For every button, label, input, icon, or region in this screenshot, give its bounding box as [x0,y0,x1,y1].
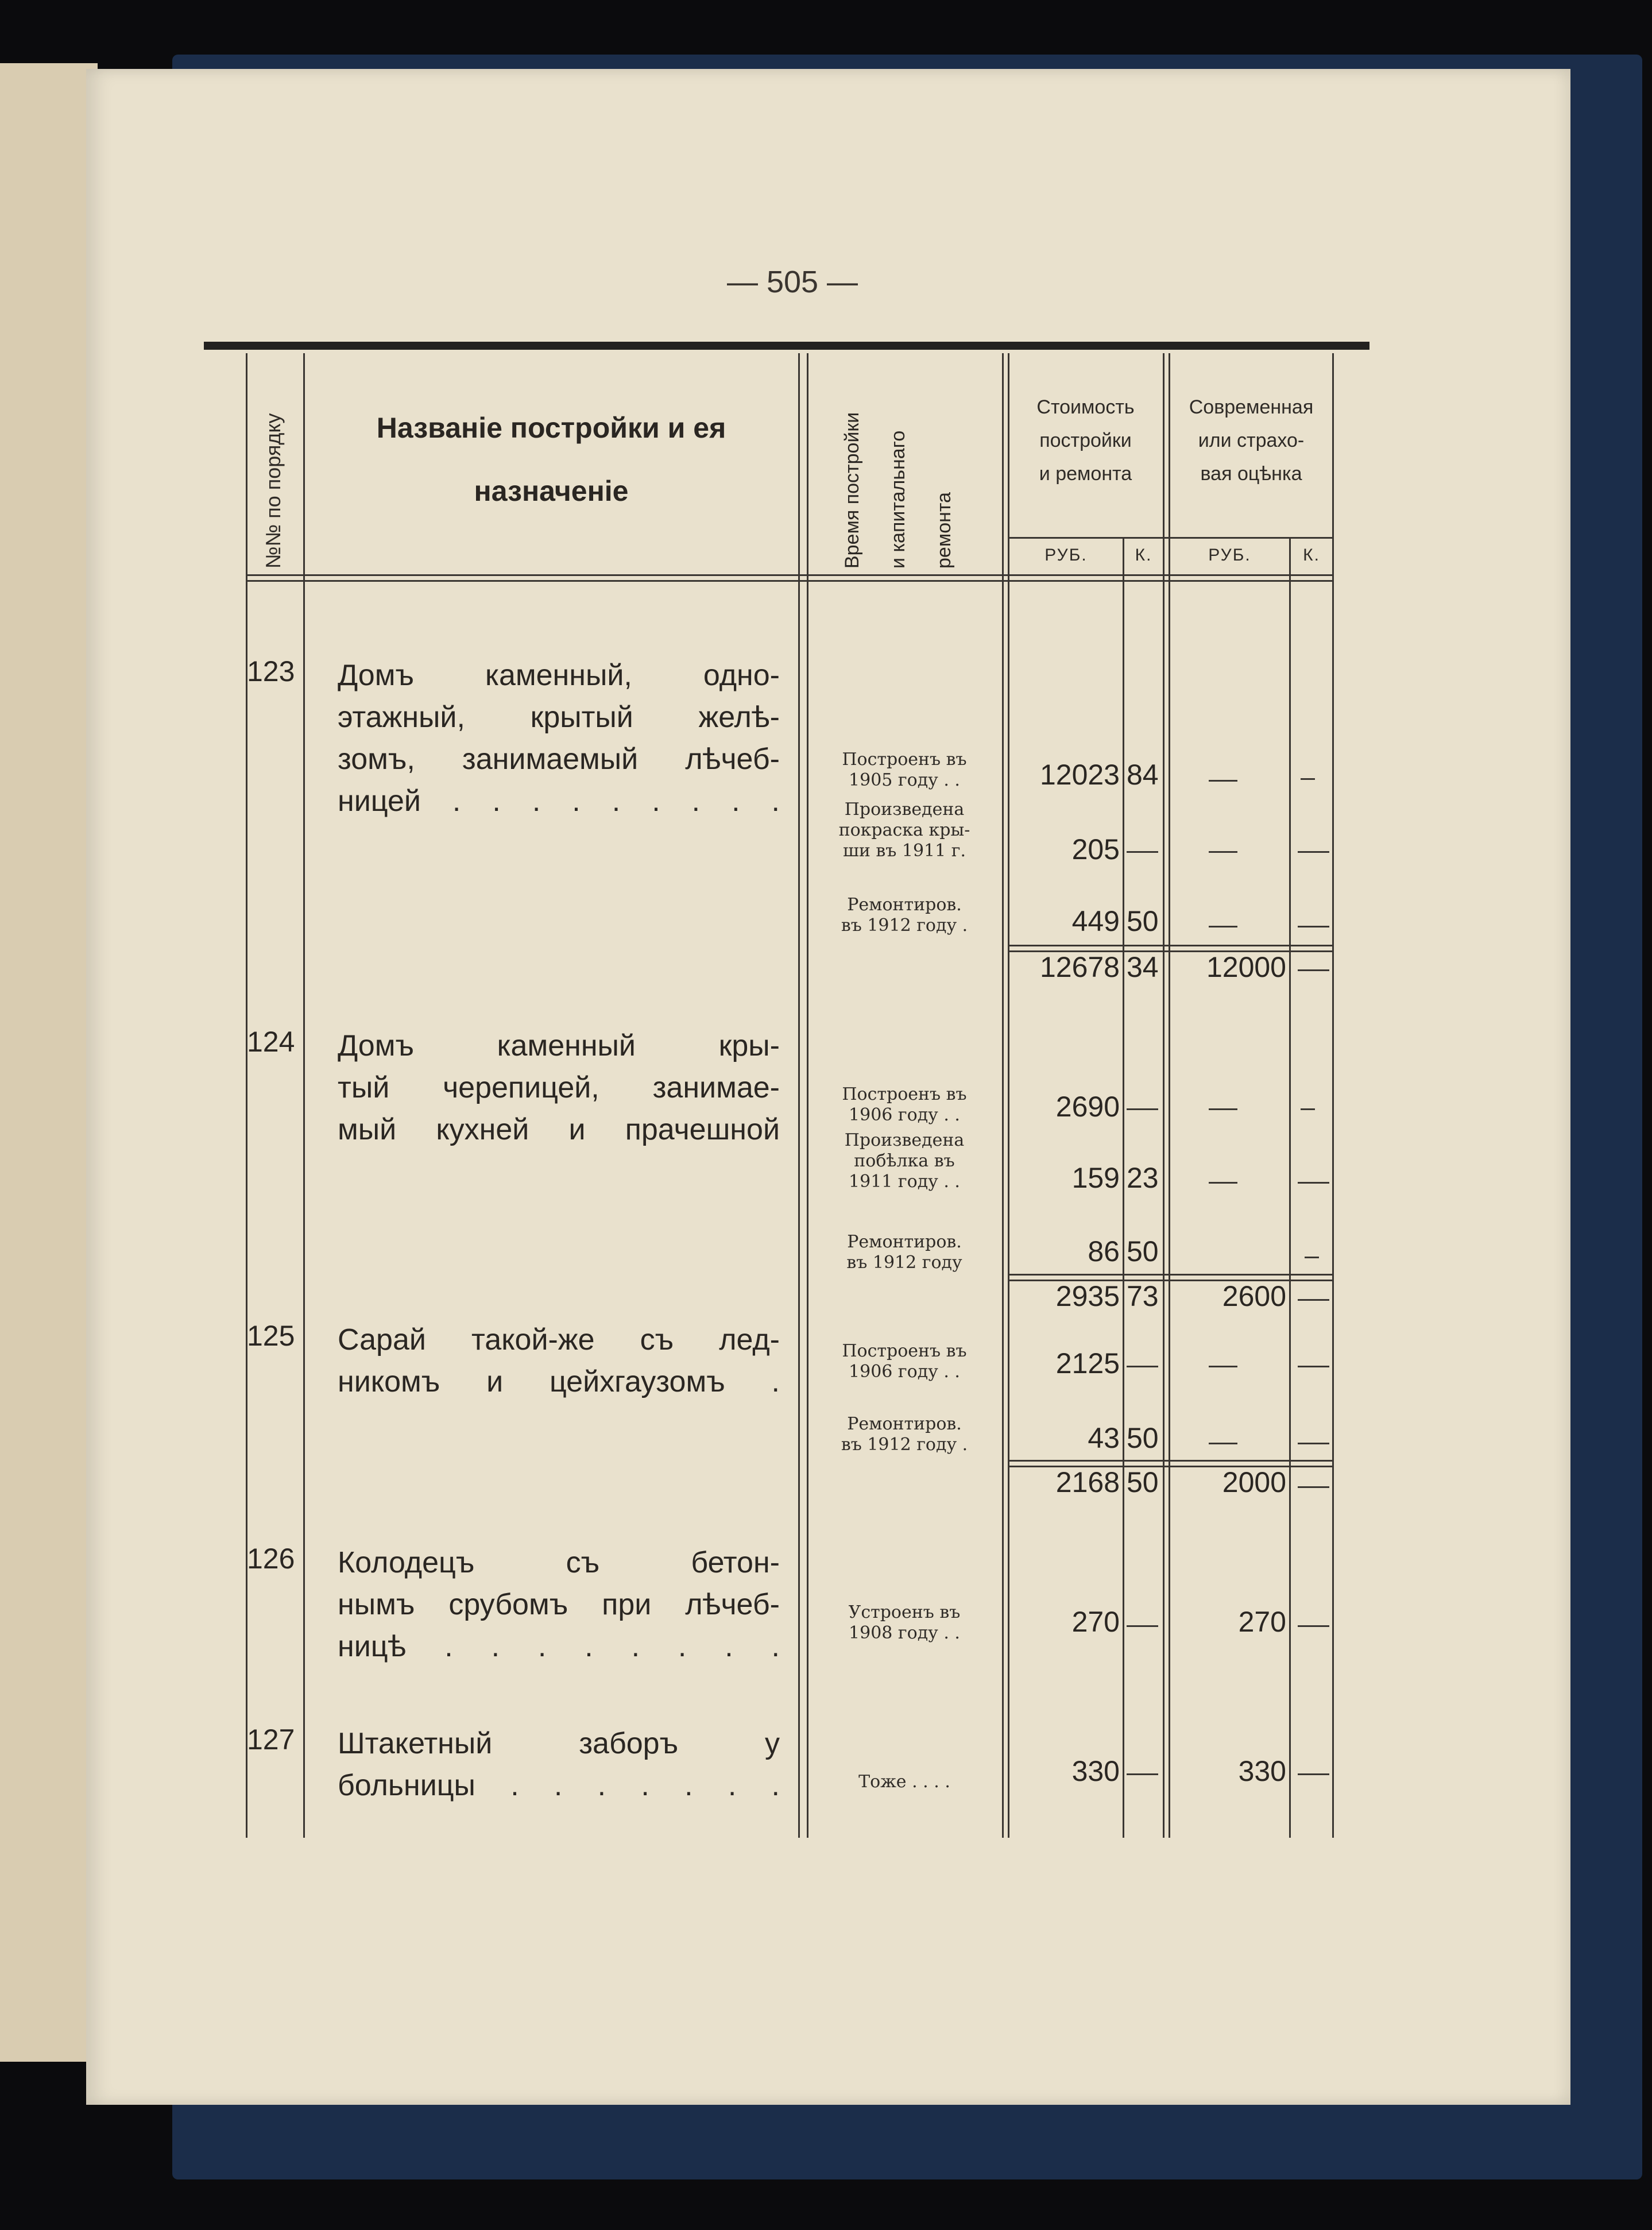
unit-ins-kop: К. [1303,546,1320,565]
header-name: Названіе постройки и ея назначеніе [376,412,726,507]
cost-rub: 159 [1071,1162,1120,1194]
ins-rub-dash [1209,1366,1237,1367]
total-ins-kop-dash [1298,969,1329,971]
ins-kop-dash [1298,1366,1329,1367]
ins-rub-dash [1209,1182,1237,1184]
cost-rub: 2125 [1055,1347,1120,1379]
ins-rub: 330 [1238,1755,1286,1787]
entry-note: Построенъ въ 1906 году . . [842,1084,967,1125]
cost-kop-dash [1127,1773,1158,1775]
sum-rule [1008,1460,1332,1462]
total-ins-kop-dash [1298,1486,1329,1488]
cost-rub: 43 [1088,1422,1120,1454]
ins-kop-dash [1298,1182,1329,1184]
ins-rub-dash [1209,1108,1237,1110]
header-time-2: и капитальнаго [887,430,909,569]
header-row-number: №№ по порядку [261,413,285,569]
total-cost-rub: 2935 [1055,1280,1120,1312]
row-number: 123 [247,655,295,687]
sum-rule [1008,1274,1332,1276]
cost-rub: 270 [1071,1606,1120,1638]
total-ins-rub: 12000 [1206,951,1286,983]
ins-rub-dash [1209,926,1237,927]
ins-rub-dash [1209,1443,1237,1444]
cost-kop-dash [1127,1625,1158,1627]
ins-rub-dash [1209,851,1237,853]
cost-rub: 449 [1071,905,1120,937]
cost-kop-dash [1127,851,1158,853]
unit-cost-kop: К. [1135,546,1152,565]
entry-note: Ремонтиров. въ 1912 году . [841,1414,968,1455]
entry-note: Тоже . . . . [858,1772,950,1792]
cost-rub: 205 [1071,833,1120,865]
total-cost-kop: 73 [1127,1280,1159,1312]
total-ins-rub: 2600 [1222,1280,1286,1312]
cost-kop: 23 [1127,1162,1159,1194]
building-name: Сарай такой-же съ лед- никомъ и цейхгаузомъ . [338,1323,780,1398]
ins-kop-dash [1301,1108,1315,1110]
unit-cost-rub: РУБ. [1044,546,1088,565]
row-number: 127 [247,1723,295,1756]
ins-kop-dash [1305,1257,1319,1258]
ins-kop-dash [1301,778,1315,780]
cost-kop: 50 [1127,1235,1159,1267]
header-cost: Стоимость постройки и ремонта [1036,396,1135,485]
total-ins-kop-dash [1298,1299,1329,1301]
entry-note: Произведена побѣлка въ 1911 году . . [844,1130,965,1192]
ins-kop-dash [1298,1443,1329,1444]
cost-kop: 50 [1127,1422,1159,1454]
total-cost-kop: 50 [1127,1466,1159,1498]
building-name: Штакетный заборъ у больницы . . . . . . . [338,1727,780,1802]
cost-rub: 330 [1071,1755,1120,1787]
row-number: 126 [247,1543,295,1575]
entry-note: Ремонтиров. въ 1912 году . [841,895,968,936]
row-number: 124 [247,1026,295,1058]
total-ins-rub: 2000 [1222,1466,1286,1498]
cost-rub: 86 [1088,1235,1120,1267]
total-cost-kop: 34 [1127,951,1159,983]
total-cost-rub: 12678 [1039,951,1120,983]
cost-rub: 2690 [1055,1091,1120,1123]
building-name: Домъ каменный, одно- этажный, крытый желѣ- зомъ, занимаемый лѣчеб- ницей . . . . . . . . . [338,659,780,818]
row-number: 125 [247,1320,295,1352]
building-name: Колодецъ съ бетон- нымъ срубомъ при лѣчеб- ницѣ . . . . . . . . [338,1546,780,1663]
cost-kop-dash [1127,1366,1158,1367]
sum-rule [1008,945,1332,946]
ins-rub: 270 [1238,1606,1286,1638]
cost-kop: 84 [1127,759,1159,791]
entry-note: Построенъ въ 1905 году . . [842,749,967,790]
total-cost-rub: 2168 [1055,1466,1120,1498]
entry-note: Ремонтиров. въ 1912 году [846,1232,962,1273]
entry-note: Построенъ въ 1906 году . . [842,1341,967,1382]
cost-rub: 12023 [1039,759,1120,791]
ins-kop-dash [1298,1625,1329,1627]
cost-kop-dash [1127,1108,1158,1110]
unit-ins-rub: РУБ. [1208,546,1251,565]
header-time-1: Время постройки [841,412,863,569]
cost-kop: 50 [1127,905,1159,937]
ins-kop-dash [1298,851,1329,853]
entry-note: Произведена покраска кры- ши въ 1911 г. [838,799,970,861]
entry-note: Устроенъ въ 1908 году . . [848,1602,961,1643]
building-name: Домъ каменный кры- тый черепицей, занимае- мый кухней и прачешной [338,1029,780,1146]
ins-kop-dash [1298,1773,1329,1775]
ins-kop-dash [1298,926,1329,927]
page-number: — 505 — [726,265,858,299]
header-time-3: ремонта [933,492,955,569]
header-insurance: Современная или страхо- вая оцѣнка [1189,396,1314,485]
ins-rub-dash [1209,780,1237,782]
